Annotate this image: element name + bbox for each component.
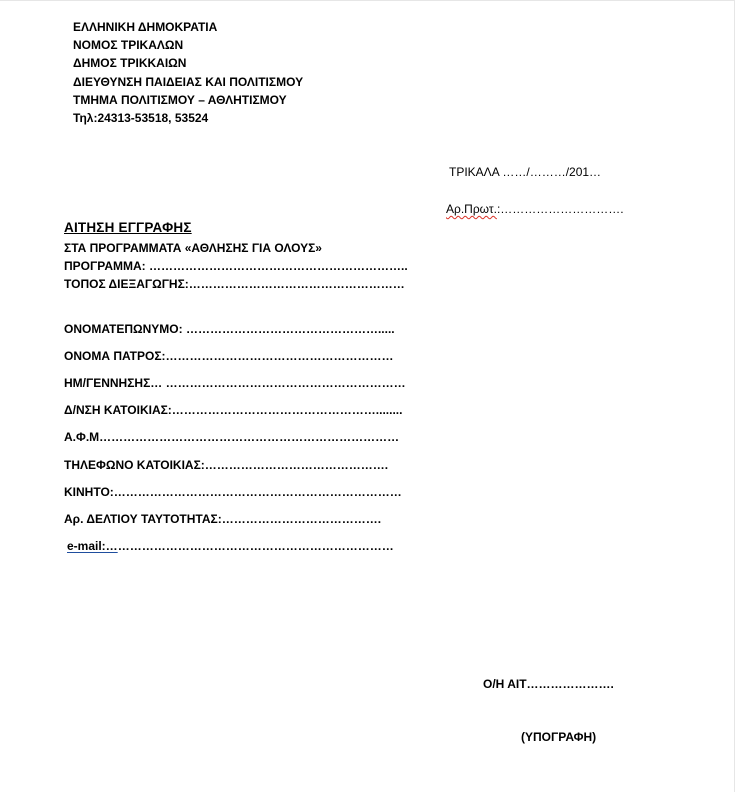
header-line-directorate: ΔΙΕΥΘΥΝΣΗ ΠΑΙΔΕΙΑΣ ΚΑΙ ΠΟΛΙΤΙΣΜΟΥ (73, 75, 304, 89)
email-label: e-mail:… (67, 539, 118, 553)
date-line: ΤΡΙΚΑΛΑ ……/………/201… (449, 165, 602, 179)
header-line-republic: ΕΛΛΗΝΙΚΗ ΔΗΜΟΚΡΑΤΙΑ (73, 20, 218, 34)
birth-date-field: ΗΜ/ΓΕΝΝΗΣΗΣ… …………………………………………………… (64, 376, 406, 390)
father-name-field: ΟΝΟΜΑ ΠΑΤΡΟΣ:………………………………………………… (64, 349, 394, 363)
application-subtitle: ΣΤΑ ΠΡΟΓΡΑΜΜΑΤΑ «ΑΘΛΗΣΗΣ ΓΙΑ ΟΛΟΥΣ» (64, 241, 322, 255)
applicant-line: Ο/Η ΑΙΤ…………………. (483, 677, 614, 691)
fullname-field: ΟΝΟΜΑΤΕΠΩΝΥΜΟ: …………………………………………..... (64, 322, 395, 336)
venue-field: ΤΟΠΟΣ ΔΙΕΞΑΓΩΓΗΣ:……………………………………………… (64, 277, 405, 291)
header-line-phone: Τηλ:24313-53518, 53524 (73, 111, 209, 125)
header-line-prefecture: ΝΟΜΟΣ ΤΡΙΚΑΛΩΝ (73, 38, 184, 52)
header-line-municipality: ΔΗΜΟΣ ΤΡΙΚΚΑΙΩΝ (73, 56, 187, 70)
afm-field: Α.Φ.Μ………………………………………………………………… (64, 430, 400, 444)
address-field: Δ/ΝΣΗ ΚΑΤΟΙΚΙΑΣ:……………………………………………........ (64, 403, 403, 417)
email-dots: …………………………………………………………… (117, 539, 394, 553)
protocol-label: Αρ.Πρωτ. (446, 202, 497, 216)
email-field (67, 539, 394, 554)
header-line-department: ΤΜΗΜΑ ΠΟΛΙΤΙΣΜΟΥ – ΑΘΛΗΤΙΣΜΟΥ (73, 93, 287, 107)
mobile-field: ΚΙΝΗΤΟ:……………………………………………………………… (64, 485, 402, 499)
home-phone-field: ΤΗΛΕΦΩΝΟ ΚΑΤΟΙΚΙΑΣ:………………………………………. (64, 458, 389, 472)
protocol-line (446, 202, 624, 217)
id-card-field: Αρ. ΔΕΛΤΙΟΥ ΤΑΥΤΟΤΗΤΑΣ:…………………………………. (64, 512, 382, 526)
program-field: ΠΡΟΓΡΑΜΜΑ: ……………………………………………………….. (64, 259, 408, 273)
protocol-dots: :…………………………. (496, 202, 624, 216)
signature-label: (ΥΠΟΓΡΑΦΗ) (521, 730, 597, 744)
page-title: ΑΙΤΗΣΗ ΕΓΓΡΑΦΗΣ (64, 220, 192, 235)
